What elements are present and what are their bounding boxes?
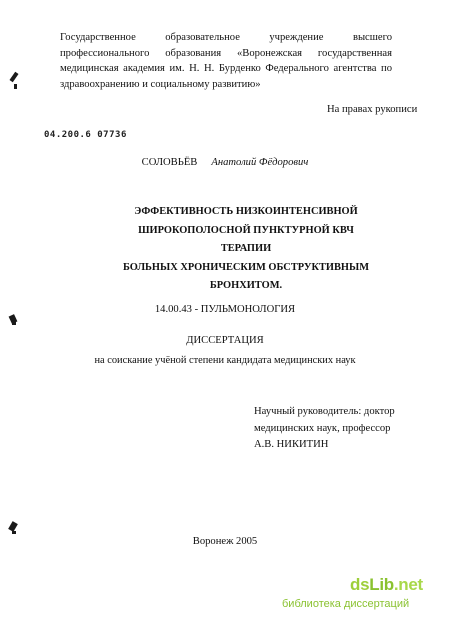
author-surname: СОЛОВЬЁВ [141,157,198,168]
institution-line: медицинская академия им. Н. Н. Бурденко Федерального агентства по [60,63,392,74]
institution-line: Государственное образовательное учреждение высшего [60,32,392,43]
institution-line: здравоохранению и социальному развитию» [60,78,261,90]
city-year: Воронеж 2005 [192,536,258,547]
author-given-names: Анатолий Фёдорович [211,157,309,168]
logo-part: ds [350,575,370,594]
dissertation-title [112,203,380,296]
advisor-line: А.В. НИКИТИН [254,439,329,450]
advisor-block [254,404,395,454]
logo-part: Lib [369,575,394,594]
title-line: БРОНХИТОМ. [209,280,283,291]
institution-name [60,30,392,92]
scan-mark [14,84,17,89]
scan-mark [12,531,16,534]
advisor-line: Научный руководитель: доктор [254,406,395,417]
title-line: БОЛЬНЫХ ХРОНИЧЕСКИМ ОБСТРУКТИВНЫМ [122,261,370,273]
title-line: ЭФФЕКТИВНОСТЬ НИЗКОИНТЕНСИВНОЙ [134,206,358,217]
archive-stamp: 04.200.6 07736 [44,130,127,140]
degree-statement: на соискание учёной степени кандидата медицинских наук [94,355,356,366]
title-line: ШИРОКОПОЛОСНОЙ ПУНКТУРНОЙ КВЧ ТЕРАПИИ [138,224,354,254]
dslib-subtitle: библиотека диссертаций [282,598,410,610]
scan-mark [12,322,16,325]
author-name [0,157,450,168]
document-type: ДИССЕРТАЦИЯ [186,335,264,346]
institution-line: профессионального образования «Воронежская государственная [60,47,392,59]
advisor-line: медицинских наук, профессор [254,422,391,434]
rights-note: На правах рукописи [327,104,418,115]
dslib-logo[interactable] [350,575,423,595]
scan-mark [9,72,18,82]
logo-part: .net [393,575,423,594]
specialty-code: 14.00.43 - ПУЛЬМОНОЛОГИЯ [154,304,296,315]
